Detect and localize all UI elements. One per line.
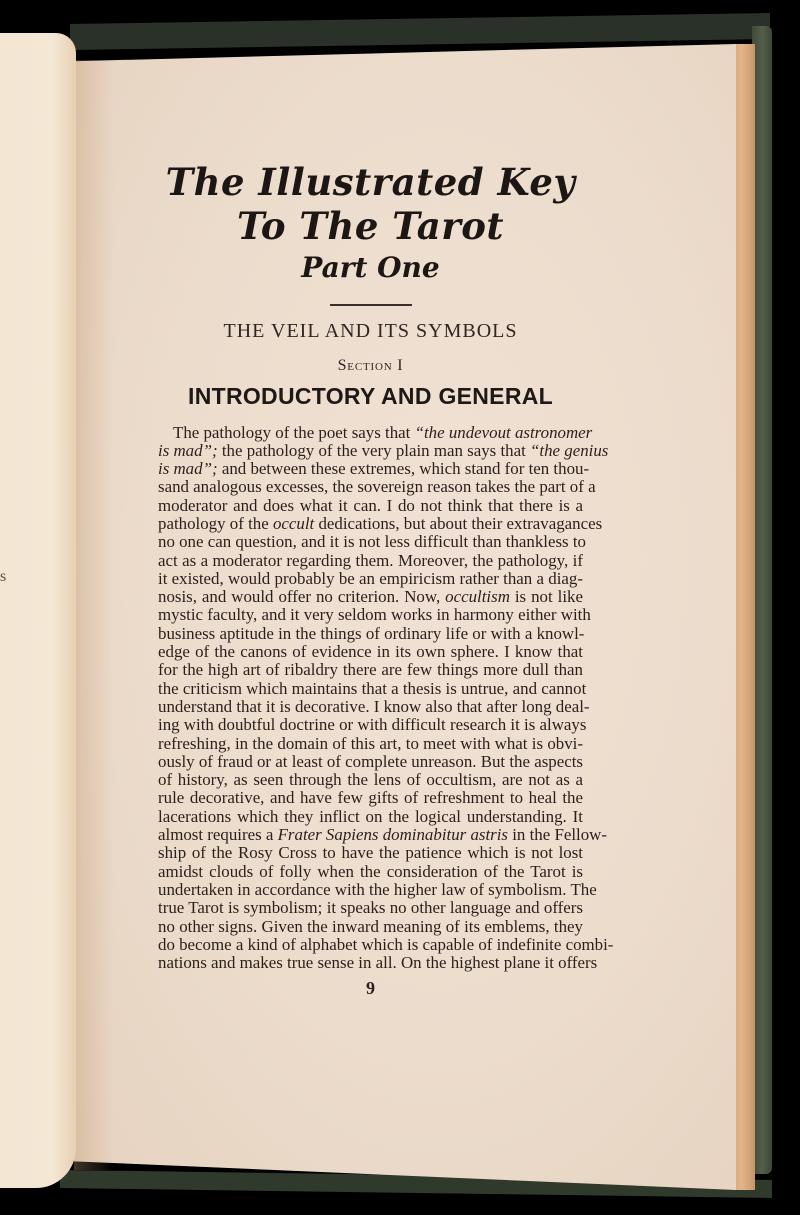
- body-text-line: [158, 440, 609, 460]
- text-run: true Tarot is symbolism; it speaks no other language and offers: [158, 898, 583, 918]
- text-run: moderator and does what it can. I do not think that there is a: [158, 495, 583, 515]
- body-text-line: [158, 477, 596, 497]
- text-run: no one can question, and it is not less difficult than thankless to: [158, 532, 586, 552]
- text-run: do become a kind of alphabet which is capable of indefinite combi-: [158, 934, 614, 954]
- text-run: and between these extremes, which stand for ten thou-: [217, 459, 590, 479]
- text-run: nations and makes true sense in all. On the highest plane it offers: [158, 953, 598, 973]
- text-run: The pathology of the poet says that: [173, 422, 415, 442]
- book-title-line-2: To The Tarot: [237, 204, 504, 248]
- text-run: pathology of the: [158, 513, 273, 533]
- text-run: rule decorative, and have few gifts of refreshment to heal the: [158, 788, 583, 808]
- text-run: ship of the Rosy Cross to have the patience which is not lost: [158, 843, 583, 863]
- body-text-line: [158, 735, 583, 753]
- section-label: Section I: [337, 356, 404, 374]
- text-run: the criticism which maintains that a thesis is untrue, and cannot: [158, 678, 587, 698]
- body-text-line: [158, 643, 583, 661]
- italic-text: “the undevout astronomer: [414, 422, 593, 442]
- body-text-line: [158, 552, 583, 570]
- text-run: is not like: [509, 587, 583, 607]
- text-run: for the high art of ribaldry there are few things more dull than: [158, 660, 583, 680]
- text-run: nosis, and would offer no criterion. Now,: [158, 587, 446, 607]
- book-cover-top: [70, 13, 770, 50]
- body-text-line: [158, 715, 587, 735]
- italic-text: is mad”;: [158, 459, 218, 479]
- body-text-line: [158, 808, 583, 826]
- body-text-line: [158, 934, 614, 954]
- body-text-line: [158, 753, 583, 771]
- body-text-line: [158, 605, 591, 625]
- text-run: no other signs. Given the inward meaning of its emblems, they: [158, 916, 583, 936]
- text-run: refreshing, in the domain of this art, to meet with what is obvi-: [158, 733, 583, 753]
- body-text-line: [158, 771, 583, 789]
- body-text-line: [158, 459, 590, 479]
- italic-text: is mad”;: [158, 440, 218, 460]
- text-run: edge of the canons of evidence in its own sphere. I know that: [158, 642, 583, 662]
- page-fore-edge: [733, 44, 755, 1190]
- text-run: amidst clouds of folly when the consideration of the Tarot is: [158, 861, 583, 881]
- text-run: undertaken in accordance with the higher law of symbolism. The: [158, 879, 597, 899]
- body-text-line: [158, 497, 583, 515]
- body-text-line: [158, 570, 583, 588]
- body-text-line: [158, 825, 607, 845]
- left-page-text-fragment: s: [0, 568, 7, 585]
- gutter-shadow: [74, 60, 114, 1170]
- body-text-line: [158, 844, 583, 862]
- italic-text: Frater Sapiens dominabitur astris: [277, 825, 508, 845]
- page-number: 9: [366, 978, 375, 999]
- body-text-line: [158, 879, 597, 899]
- text-run: it existed, would probably be an empiricism rather than a diag-: [158, 568, 583, 588]
- body-paragraph: [158, 422, 614, 973]
- italic-text: occult: [272, 513, 315, 533]
- part-heading: Part One: [301, 251, 440, 284]
- book-title-line-1: The Illustrated Key: [165, 160, 576, 204]
- chapter-title: INTRODUCTORY AND GENERAL: [188, 382, 553, 409]
- body-text-line: [158, 953, 598, 973]
- body-text-line: [158, 513, 603, 533]
- italic-text: occultism: [445, 587, 510, 607]
- text-run: sand analogous excesses, the sovereign reason takes the part of a: [158, 477, 596, 497]
- text-run: dedications, but about their extravagances: [314, 513, 603, 533]
- text-run: act as a moderator regarding them. Moreover, the pathology, if: [158, 550, 583, 570]
- text-run: understand that it is decorative. I know also that after long deal-: [158, 696, 590, 716]
- book-cover-right-board: [752, 26, 772, 1174]
- text-run: mystic faculty, and it very seldom works in harmony either with: [158, 605, 591, 625]
- body-text-line: [158, 678, 587, 698]
- body-text-line: [158, 588, 583, 606]
- body-text-line: [158, 789, 583, 807]
- page-content: [158, 160, 614, 999]
- text-run: lacerations which they inflict on the logical understanding. It: [158, 806, 583, 826]
- body-text-line: [158, 422, 593, 442]
- divider-rule: [330, 304, 412, 306]
- text-run: ing with doubtful doctrine or with difficult research it is always: [158, 715, 587, 735]
- text-run: business aptitude in the things of ordinary life or with a knowl-: [158, 623, 585, 643]
- text-run: in the Fellow-: [508, 825, 607, 845]
- body-text-line: [158, 863, 583, 881]
- body-text-line: [158, 532, 586, 552]
- body-text-line: [158, 899, 583, 917]
- italic-text: “the genius: [530, 440, 609, 460]
- text-run: the pathology of the very plain man says that: [217, 440, 531, 460]
- body-text-line: [158, 661, 583, 679]
- body-text-line: [158, 625, 583, 643]
- left-page: [0, 33, 76, 1188]
- part-subtitle: THE VEIL AND ITS SYMBOLS: [223, 319, 518, 342]
- text-run: almost requires a: [158, 825, 278, 845]
- body-text-line: [158, 696, 590, 716]
- text-run: ously of fraud or at least of complete unreason. But the aspects: [158, 751, 583, 771]
- body-text-line: [158, 918, 583, 936]
- text-run: of history, as seen through the lens of occultism, are not as a: [158, 770, 583, 790]
